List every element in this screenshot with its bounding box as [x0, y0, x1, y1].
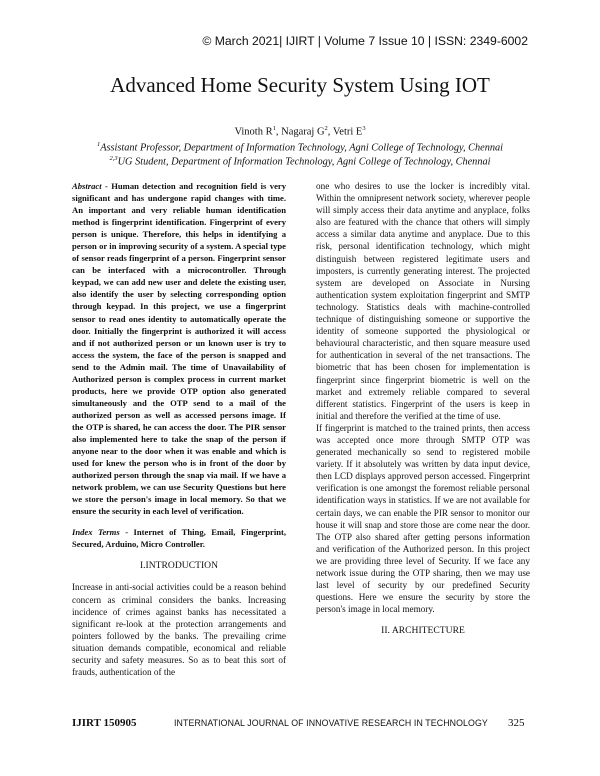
left-column: [72, 180, 286, 678]
section-heading-architecture: II. ARCHITECTURE: [381, 625, 465, 637]
author-list: Vinoth $R^1$, Nagaraj $G^2$, Vetri $E^3$: [234, 125, 366, 138]
footer-paper-id: IJIRT 150905: [72, 717, 137, 729]
author-3: Vetri E: [332, 126, 363, 138]
author-3-sup: 3: [362, 125, 366, 132]
affiliation-2: [0, 155, 600, 167]
index-terms: [72, 526, 286, 550]
abstract-label: Abstract: [72, 181, 102, 191]
affiliation-1: [0, 141, 600, 153]
affiliation-2-sup: 2,3: [109, 155, 118, 162]
author-1-sup: 1: [272, 125, 276, 132]
footer-page-number: 325: [508, 717, 525, 729]
abstract-text: - Human detection and recognition field is very significant and has undergone rapid changes with time. An important and very reliable human identification method is fingerprint identification. Fingerprint of every person is unique. Therefore, this helps in identifying a person or in improving security of a system. A special type of sensor reads fingerprint of a person. Fingerprint sensor can be interfaced with a microcontroller. Through keypad, we can add new user and delete the existing user, also identify the user by selecting corresponding option through keypad. In this project, we use a fingerprint sensor to read ones identity to automatically operate the door. Initially the fingerprint is authorized it will access and if not authorized person or un known user is try to access the system, the face of the person is snapped and send to the Admin mail. The time of Unavailability of Authorized person is complex process in current market products, here we provide OTP option also generated simultaneously and the OTP send to a mail of the authorized person as well as accessed persons image. If the OTP is shared, he can access the door. The PIR sensor also implemented here to take the snap of the person if anyone near to the door when it was enable and which is used for knew the person who is in front of the door by authorized person through the snap via mail. If we have a network problem, we can use Security Questions but here we store the person's image in local memory. So that we ensure the security in each level of verification.: [72, 181, 286, 517]
author-2: Nagaraj G: [281, 126, 325, 138]
journal-header: © March 2021| IJIRT | Volume 7 Issue 10 | ISSN: 2349-6002: [202, 34, 528, 48]
affiliation-2-text: UG Student, Department of Information Technology, Agni College of Technology, Chennai: [117, 156, 491, 168]
index-terms-label: Index Terms: [72, 527, 120, 538]
abstract: [72, 180, 286, 517]
affiliation-1-sup: 1: [96, 141, 101, 148]
right-column: [316, 180, 530, 646]
affiliation-1-text: Assistant Professor, Department of Information Technology, Agni College of Technology, Chennai: [100, 142, 504, 154]
footer-journal-name: INTERNATIONAL JOURNAL OF INNOVATIVE RESEARCH IN TECHNOLOGY: [174, 718, 488, 728]
author-1: Vinoth R: [234, 126, 273, 138]
author-2-sup: 2: [324, 125, 328, 132]
paper-title: Advanced Home Security System Using IOT: [110, 73, 490, 97]
section-heading-introduction: I.INTRODUCTION: [139, 560, 219, 572]
introduction-paragraph: Increase in anti-social activities could be a reason behind concern as criminal considers the banks. Increasing incidence of crimes against banks has necessitated a significant re-look at the protection arrangements and pointers followed by the banks. The prevailing crime situation demands compatible, economical and reliable security and safety measures. So as to beat this sort of frauds, authentication of the: [72, 582, 286, 678]
body-paragraph-1: one who desires to use the locker is incredibly vital. Within the omnipresent network society, wherever people will simply access their data anytime and anyplace, folks also are featured with the chance that others will simply access a similar data anytime and anyplace. Due to this risk, personal identification technology, which might distinguish between registered legitimate users and imposters, is currently generating interest. The projected system are developed on Associate in Nursing authentication system exploitation fingerprint and SMTP technology. Statistics deals with machine-controlled technique of distinguishing someone or supportive the identity of someone supported the physiological or behavioural characteristic, and then square measure used for authentication in several of the net transactions. The biometric that has been chosen for implementation is fingerprint since fingerprint biometric is well on the market and extremely reliable compared to several different statistics. Fingerprint of the users is keep in initial and therefore the verified at the time of use.: [316, 181, 530, 421]
index-terms-text: - Internet of Thing, Email, Fingerprint, Secured, Arduino, Micro Controller.: [72, 527, 286, 550]
body-paragraph-2: If fingerprint is matched to the trained prints, then access was accepted once more through SMTP OTP was generated mechanically so send to registered mobile variety. If it absolutely was written by data input device, then LCD displays approved person accessed. Fingerprint verification is one amongst the foremost reliable personal identification ways in statistics. If we are not available for certain days, we can enable the PIR sensor to monitor our house it will snap and store those are come near the door. The OTP also shared after getting persons information and verification of the Authorized person. In this project we are providing three level of Security. If we face any network issue during the OTP sharing, then we may use last level of security by our predefined Security questions. Here we ensure the security by store the person's image in local memory.: [316, 422, 530, 615]
